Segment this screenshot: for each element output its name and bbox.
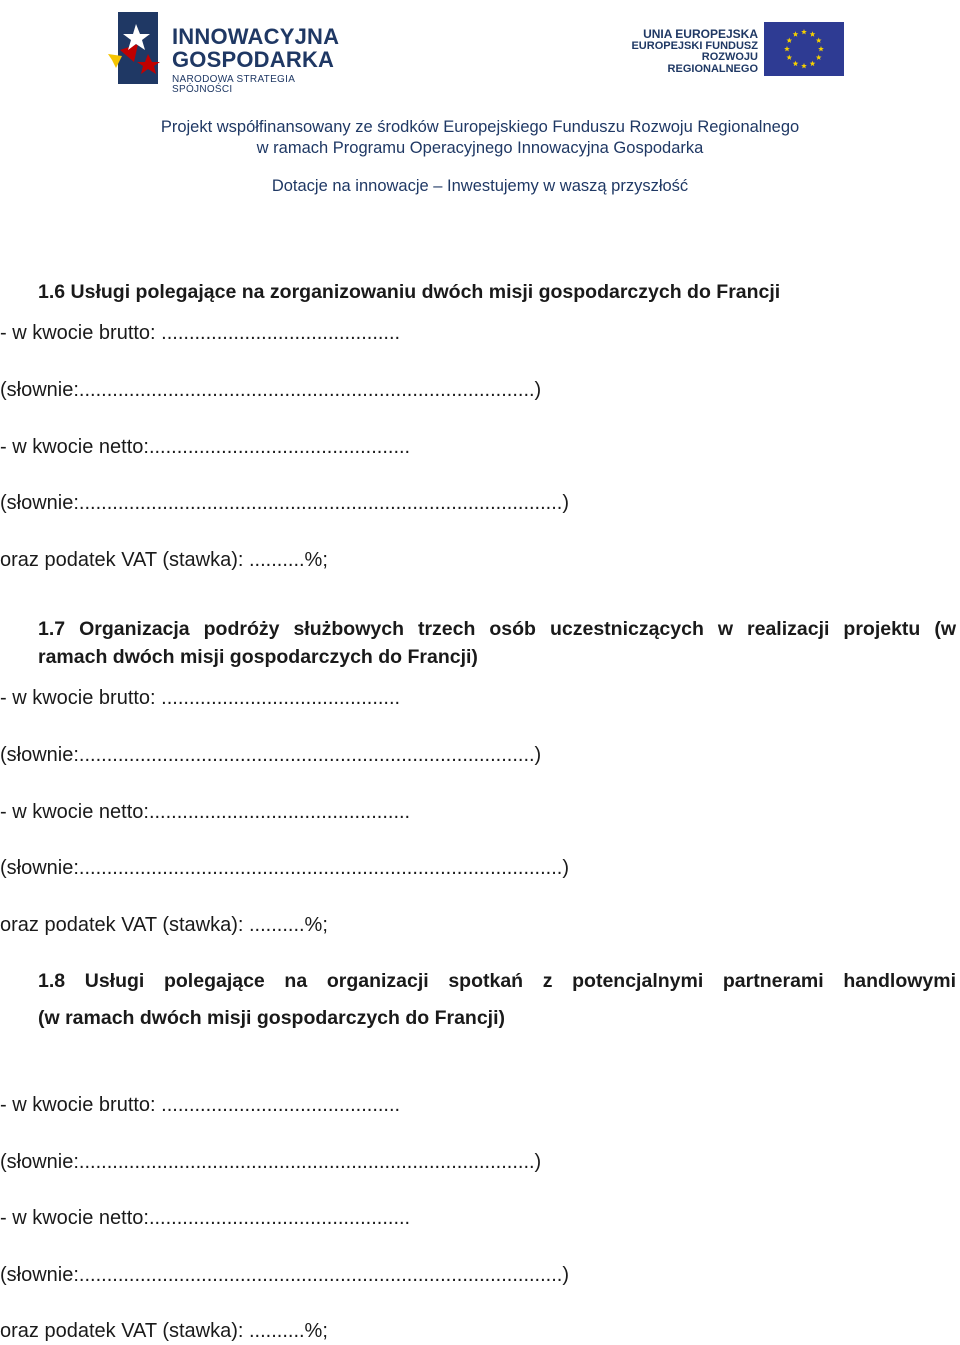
section-1-6-heading: 1.6 Usługi polegające na zorganizowaniu dwóch misji gospodarczych do Francji: [38, 281, 781, 303]
eu-flag-icon: [764, 22, 844, 76]
section-1-8-vat: oraz podatek VAT (stawka): ..........%;: [0, 1320, 328, 1342]
logo-left-line1: INNOWACYJNA: [172, 24, 340, 49]
section-1-6-vat: oraz podatek VAT (stawka): ..........%;: [0, 549, 328, 571]
eu-logo: [618, 20, 846, 78]
star-flag-icon: [108, 10, 170, 86]
section-1-7-vat: oraz podatek VAT (stawka): ..........%;: [0, 914, 328, 936]
section-1-8-slownie-netto: (słownie:.......................................................................................): [0, 1264, 570, 1286]
section-1-7-heading-line2: ramach dwóch misji gospodarczych do Francji): [38, 646, 478, 668]
project-line-1: Projekt współfinansowany ze środków Europejskiego Funduszu Rozwoju Regionalnego: [160, 118, 800, 136]
logo-left-line2: GOSPODARKA: [172, 47, 335, 72]
eu-line2: EUROPEJSKI FUNDUSZ: [631, 39, 758, 52]
section-1-8-brutto: - w kwocie brutto: ...........................................: [0, 1094, 401, 1116]
section-1-6-slownie-netto: (słownie:.......................................................................................): [0, 492, 570, 514]
section-1-6-brutto: - w kwocie brutto: ...........................................: [0, 322, 401, 344]
eu-line1: UNIA EUROPEJSKA: [643, 27, 758, 41]
project-line-3: Dotacje na innowacje – Inwestujemy w waszą przyszłość: [271, 177, 689, 195]
project-line-2: w ramach Programu Operacyjnego Innowacyjna Gospodarka: [256, 139, 704, 157]
eu-line3: ROZWOJU REGIONALNEGO: [667, 51, 758, 75]
logo-left-line3: NARODOWA STRATEGIA SPÓJNOŚCI: [172, 74, 295, 95]
section-1-6-slownie-brutto: (słownie:..................................................................................): [0, 379, 542, 401]
section-1-7-brutto: - w kwocie brutto: ...........................................: [0, 687, 401, 709]
innowacyjna-gospodarka-logo: [108, 10, 348, 95]
section-1-6-netto: - w kwocie netto:...............................................: [0, 436, 411, 458]
section-1-8-heading-line1: 1.8 Usługi polegające na organizacji spotkań z potencjalnymi partnerami handlowymi: [38, 970, 956, 992]
section-1-7-slownie-netto: (słownie:.......................................................................................): [0, 857, 570, 879]
section-1-8-netto: - w kwocie netto:...............................................: [0, 1207, 411, 1229]
section-1-7-slownie-brutto: (słownie:..................................................................................): [0, 744, 542, 766]
section-1-8-slownie-brutto: (słownie:..................................................................................): [0, 1151, 542, 1173]
section-1-8-heading-line2: (w ramach dwóch misji gospodarczych do Francji): [38, 1007, 506, 1029]
section-1-7-netto: - w kwocie netto:...............................................: [0, 801, 411, 823]
section-1-7-heading-line1: 1.7 Organizacja podróży służbowych trzech osób uczestniczących w realizacji projektu (w: [38, 618, 956, 640]
